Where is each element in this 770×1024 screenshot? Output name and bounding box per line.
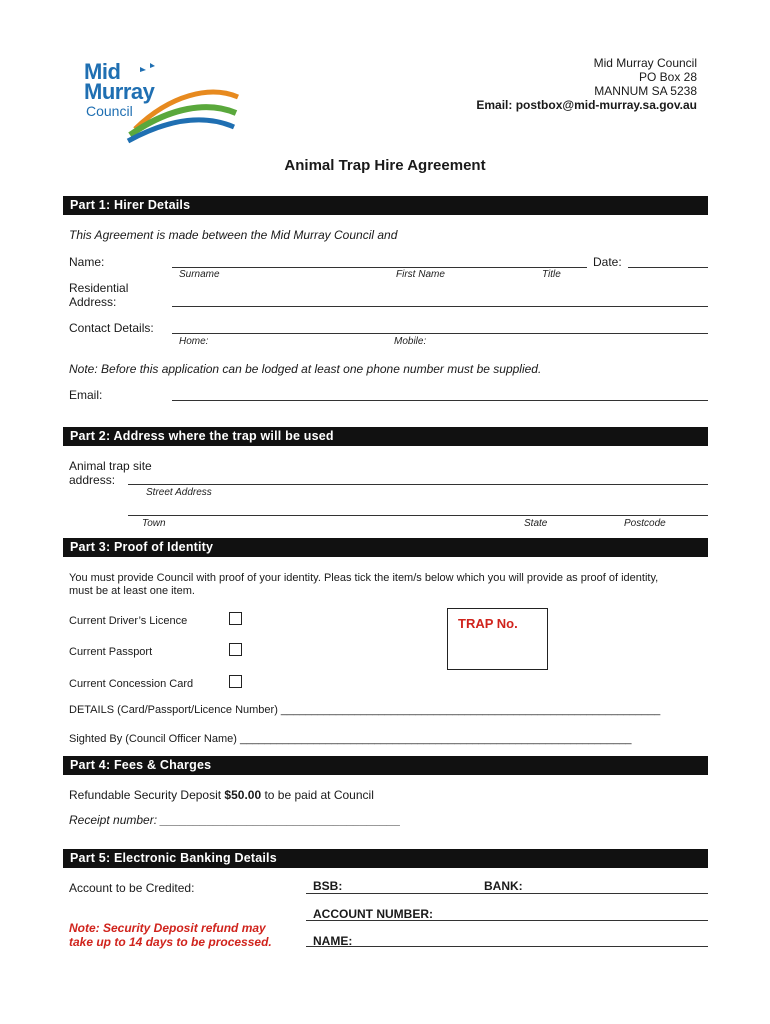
deposit-text-post: to be paid at Council (261, 788, 374, 802)
bsb-bank-field[interactable] (306, 893, 708, 894)
town-state-postcode-field[interactable] (128, 515, 708, 516)
identity-intro-line1: You must provide Council with proof of your identity. Pleas tick the item/s below which you will provide as proof of identity, (69, 572, 659, 584)
drivers-licence-checkbox[interactable] (229, 612, 242, 625)
trap-number-label: TRAP No. (458, 616, 518, 631)
logo-text-mid: Mid (84, 59, 121, 84)
part5-heading: Part 5: Electronic Banking Details (63, 849, 708, 868)
refund-note-line1: Note: Security Deposit refund may (69, 921, 266, 935)
council-email: Email: postbox@mid-murray.sa.gov.au (476, 98, 697, 112)
council-po-box: PO Box 28 (638, 70, 697, 84)
deposit-text-pre: Refundable Security Deposit (69, 788, 225, 802)
residential-address-field[interactable] (172, 306, 708, 307)
residential-label-line2: Address: (69, 295, 117, 309)
security-deposit-text (69, 788, 374, 802)
refund-note (69, 921, 272, 949)
concession-card-checkbox[interactable] (229, 675, 242, 688)
receipt-number[interactable]: Receipt number: ____________________________________ (69, 813, 401, 827)
state-sublabel: State (524, 518, 548, 529)
trap-site-label (69, 459, 152, 487)
account-credited-label: Account to be Credited: (69, 881, 195, 895)
refund-note-line2: take up to 14 days to be processed. (69, 935, 272, 949)
identity-intro-line2: must be at least one item. (69, 585, 195, 597)
name-field[interactable] (172, 267, 587, 268)
phone-note: Note: Before this application can be lodged at least one phone number must be supplied. (69, 362, 542, 376)
account-number-label: ACCOUNT NUMBER: (313, 907, 433, 921)
id-item-drivers-licence: Current Driver’s Licence (69, 615, 188, 627)
part4-heading: Part 4: Fees & Charges (63, 756, 708, 775)
trap-site-label-line1: Animal trap site (69, 459, 152, 473)
logo-text-council: Council (86, 103, 133, 119)
home-phone-sublabel: Home: (179, 336, 209, 347)
residential-label-line1: Residential (69, 281, 129, 295)
account-number-field[interactable] (306, 920, 708, 921)
residential-label (69, 281, 128, 309)
bsb-label: BSB: (313, 879, 343, 893)
council-town: MANNUM SA 5238 (594, 84, 697, 98)
part3-heading: Part 3: Proof of Identity (63, 538, 708, 557)
street-address-field[interactable] (128, 484, 708, 485)
contact-details-field[interactable] (172, 333, 708, 334)
street-address-sublabel: Street Address (146, 487, 212, 498)
page-title: Animal Trap Hire Agreement (284, 157, 486, 174)
bank-label: BANK: (484, 879, 523, 893)
identity-intro (69, 572, 709, 598)
first-name-sublabel: First Name (396, 269, 445, 280)
deposit-amount: $50.00 (224, 788, 262, 802)
email-label: Email: (69, 388, 103, 402)
account-name-label: NAME: (313, 934, 353, 948)
title-sublabel: Title (542, 269, 561, 280)
surname-sublabel: Surname (179, 269, 220, 280)
council-logo (80, 55, 240, 145)
sighted-by-officer[interactable]: Sighted By (Council Officer Name) ________________________________________________________________ (69, 733, 632, 745)
council-name: Mid Murray Council (593, 56, 697, 70)
trap-number-box[interactable] (447, 608, 548, 670)
email-field[interactable] (172, 400, 708, 401)
postcode-sublabel: Postcode (624, 518, 666, 529)
date-field[interactable] (628, 267, 708, 268)
mobile-phone-sublabel: Mobile: (394, 336, 427, 347)
part2-heading: Part 2: Address where the trap will be used (63, 427, 708, 446)
name-label: Name: (69, 255, 105, 269)
part1-heading: Part 1: Hirer Details (63, 196, 708, 215)
passport-checkbox[interactable] (229, 643, 242, 656)
council-address (400, 56, 697, 112)
town-sublabel: Town (142, 518, 166, 529)
trap-site-label-line2: address: (69, 473, 116, 487)
contact-details-label: Contact Details: (69, 321, 154, 335)
id-item-concession-card: Current Concession Card (69, 678, 194, 690)
logo-text-murray: Murray (84, 79, 155, 104)
account-name-field[interactable] (306, 946, 708, 947)
date-label: Date: (593, 255, 622, 269)
part1-intro: This Agreement is made between the Mid Murray Council and (69, 228, 398, 242)
details-card-number[interactable]: DETAILS (Card/Passport/Licence Number) ______________________________________________________________ (69, 704, 661, 716)
id-item-passport: Current Passport (69, 646, 153, 658)
